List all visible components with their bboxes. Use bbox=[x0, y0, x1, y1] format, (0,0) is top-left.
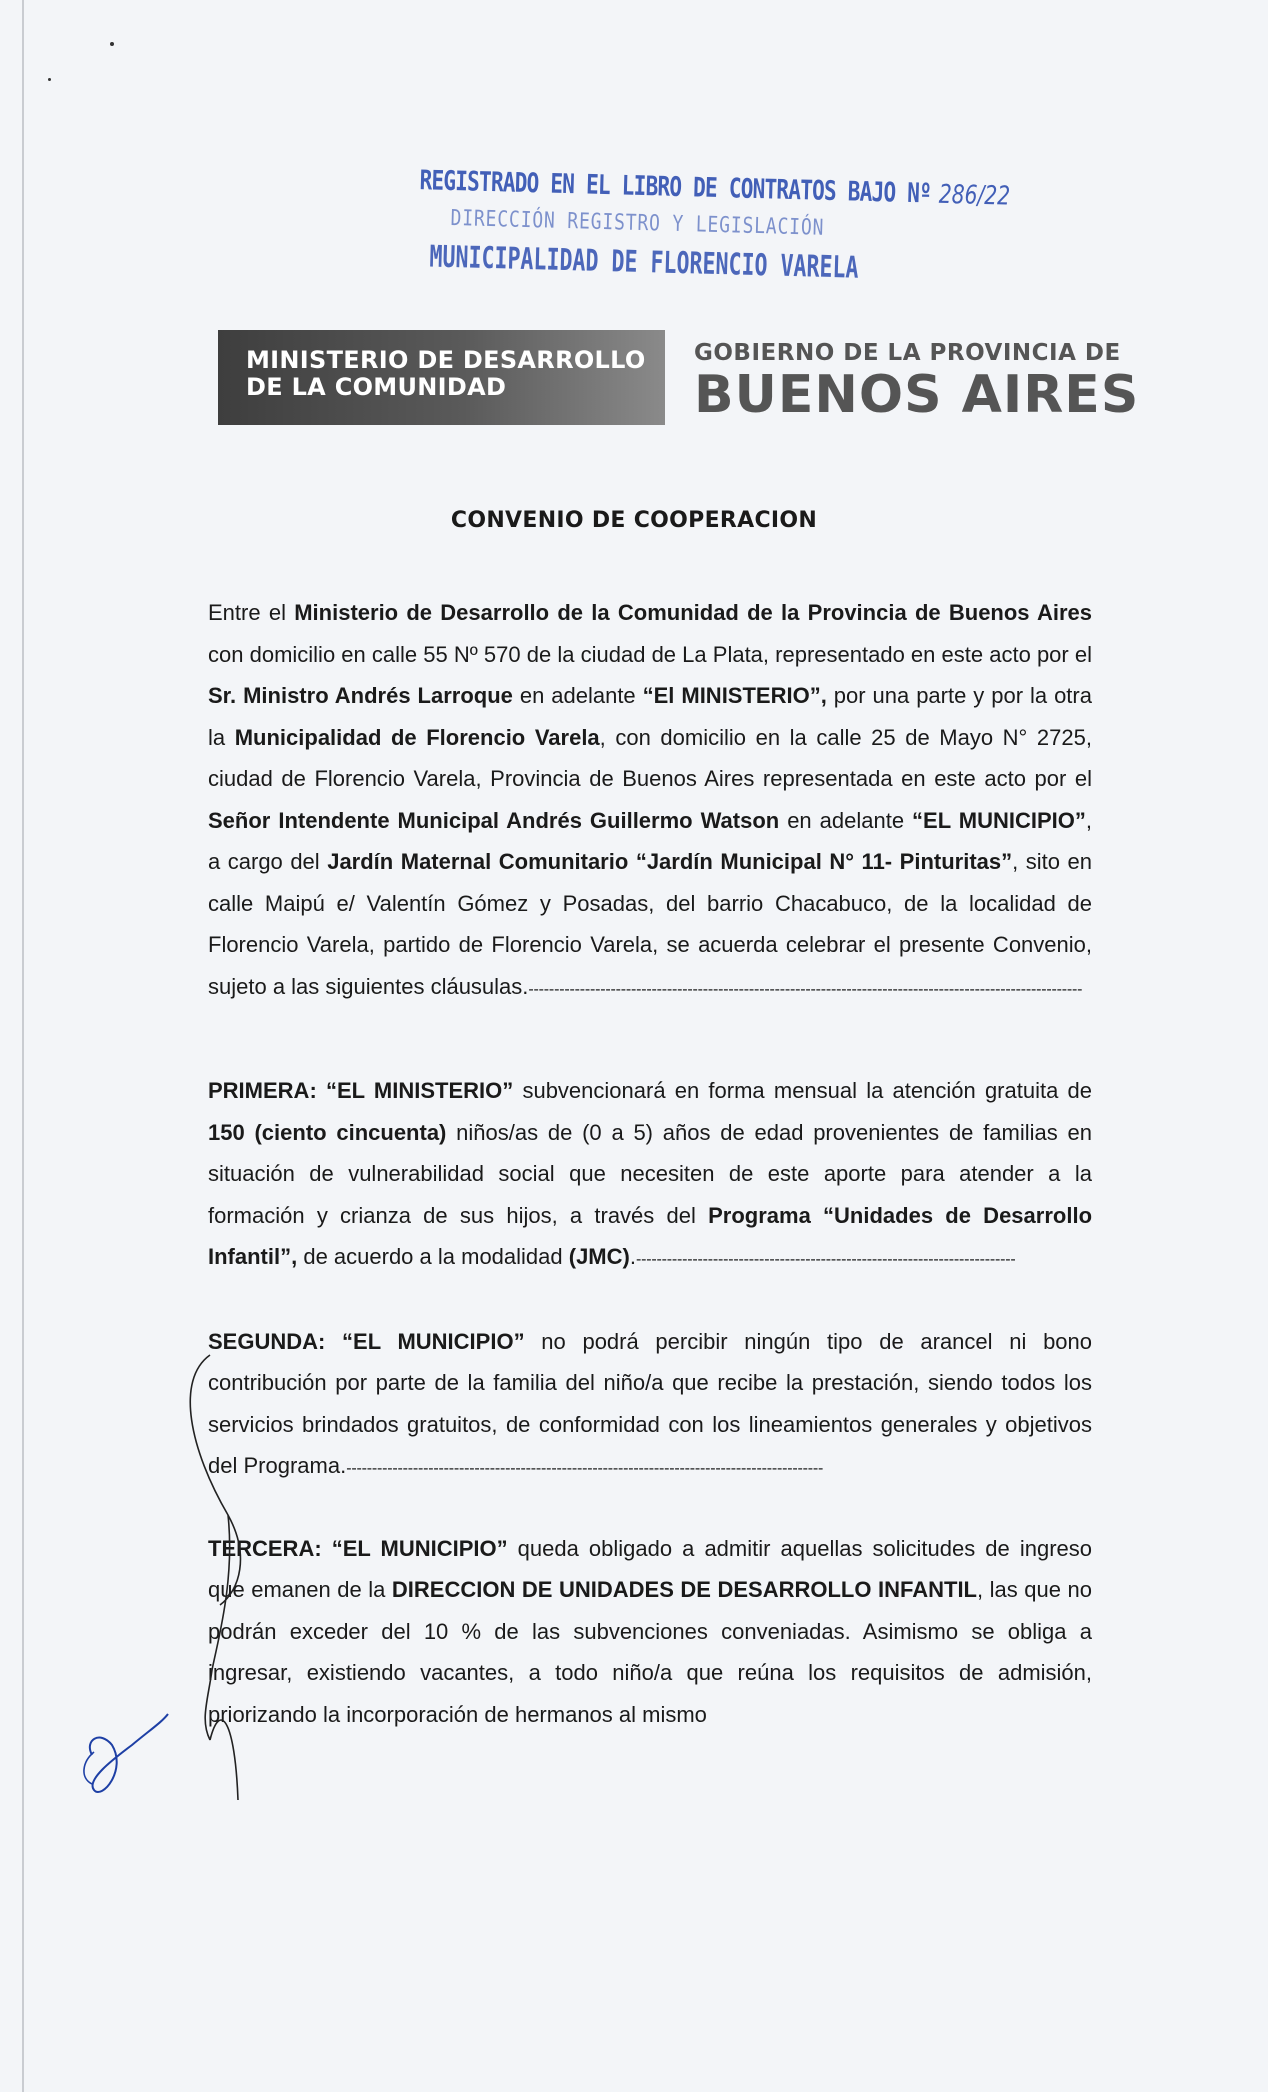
scan-speck bbox=[110, 42, 114, 46]
paragraph-gap bbox=[208, 1281, 1092, 1321]
intro-bold: “EL MUNICIPIO” bbox=[912, 807, 1086, 833]
paragraph-gap bbox=[208, 1010, 1092, 1070]
clause-text: , las que no podrán exceder del 10 % de las subvenciones conveniadas. Asimismo se obliga a ingresar, existiendo vacantes, a todo niño/a que reúna los requisitos de admisión, priorizando la incorporación de hermanos al mismo bbox=[208, 1577, 1092, 1727]
clause-heading: TERCERA: “EL MUNICIPIO” bbox=[208, 1535, 508, 1561]
ministry-logo-line1: MINISTERIO DE DESARROLLO bbox=[246, 346, 646, 374]
government-logo-line1: GOBIERNO DE LA PROVINCIA DE bbox=[694, 340, 1121, 366]
ministry-logo-line2: DE LA COMUNIDAD bbox=[246, 373, 507, 401]
page-edge bbox=[22, 0, 24, 2092]
intro-bold: Municipalidad de Florencio Varela bbox=[234, 724, 600, 750]
clause-tercera bbox=[208, 1528, 1092, 1736]
intro-text: con domicilio en calle 55 Nº 570 de la ciudad de La Plata, representado en este acto por el bbox=[208, 641, 1092, 667]
paragraph-gap bbox=[208, 1490, 1092, 1528]
intro-bold: “El MINISTERIO”, bbox=[642, 683, 827, 708]
intro-paragraph bbox=[208, 592, 1092, 1010]
clause-bold: DIRECCION DE UNIDADES DE DESARROLLO INFANTIL bbox=[391, 1577, 977, 1602]
clause-bold: (JMC) bbox=[568, 1244, 630, 1269]
clause-primera bbox=[208, 1070, 1092, 1281]
clause-heading: SEGUNDA: “EL MUNICIPIO” bbox=[208, 1328, 525, 1354]
clause-text: queda obligado a admitir aquellas solicitudes de ingreso que emanen de la bbox=[208, 1535, 1092, 1602]
intro-text: por una parte y por la otra la bbox=[208, 683, 1092, 750]
intro-text: en adelante bbox=[512, 683, 643, 708]
clause-bold: Programa “Unidades de Desarrollo Infantil”, bbox=[208, 1202, 1093, 1269]
handwritten-initial bbox=[72, 1700, 182, 1810]
intro-bold: Sr. Ministro Andrés Larroque bbox=[208, 683, 513, 708]
intro-text: , sito en calle Maipú e/ Valentín Gómez y Posadas, del barrio Chacabuco, de la localidad de Florencio Varela, partido de Florencio Varela, se acuerda celebrar el presente Convenio, sujeto a las siguientes cláusulas. bbox=[208, 849, 1092, 999]
dash-filler: ------------------------------------------------------------------------------------------------------------ bbox=[528, 980, 1083, 998]
intro-bold: Señor Intendente Municipal Andrés Guillermo Watson bbox=[208, 807, 780, 833]
intro-bold: Jardín Maternal Comunitario “Jardín Municipal N° 11- Pinturitas” bbox=[327, 849, 1013, 874]
dash-filler: --------------------------------------------------------------------------------------------- bbox=[346, 1460, 824, 1477]
intro-bold: Ministerio de Desarrollo de la Comunidad de la Provincia de Buenos Aires bbox=[294, 600, 1093, 625]
dash-filler: -------------------------------------------------------------------------- bbox=[635, 1251, 1016, 1268]
document-title: CONVENIO DE COOPERACION bbox=[450, 508, 818, 533]
clause-bold: 150 (ciento cincuenta) bbox=[208, 1119, 447, 1145]
intro-text: en adelante bbox=[779, 807, 913, 833]
stamp-line3: MUNICIPALIDAD DE FLORENCIO VARELA bbox=[429, 239, 860, 286]
government-logo-line2: BUENOS AIRES bbox=[694, 365, 1140, 425]
clause-text: de acuerdo a la modalidad bbox=[297, 1244, 569, 1269]
clause-heading: PRIMERA: “EL MINISTERIO” bbox=[208, 1078, 514, 1103]
stamp-line2: DIRECCIÓN REGISTRO Y LEGISLACIÓN bbox=[450, 205, 825, 241]
clause-text: subvencionará en forma mensual la atención gratuita de bbox=[513, 1078, 1092, 1103]
clause-text: niños/as de (0 a 5) años de edad provenientes de familias en situación de vulnerabilidad social que necesiten de este aporte para atender a la formación y crianza de sus hijos, a través del bbox=[208, 1119, 1092, 1228]
scan-speck bbox=[48, 78, 51, 81]
clause-text: . bbox=[629, 1244, 636, 1269]
intro-text: , a cargo del bbox=[208, 807, 1092, 874]
intro-text: Entre el bbox=[208, 600, 295, 625]
intro-text: , con domicilio en la calle 25 de Mayo N° 2725, ciudad de Florencio Varela, Provincia de Buenos Aires representada en este acto por el bbox=[208, 724, 1092, 791]
government-logo bbox=[694, 340, 1140, 425]
stamp-number: 286/22 bbox=[938, 179, 1011, 212]
registration-stamp bbox=[408, 161, 1011, 325]
document-body bbox=[208, 592, 1092, 1735]
ministry-logo bbox=[218, 330, 665, 425]
stamp-line1: REGISTRADO EN EL LIBRO DE CONTRATOS BAJO Nº bbox=[419, 165, 932, 210]
clause-text: no podrá percibir ningún tipo de arancel ni bono contribución por parte de la familia del niño/a que recibe la prestación, siendo todos los servicios brindados gratuitos, de conformidad con los lineamientos generales y objetivos del Programa. bbox=[208, 1328, 1093, 1478]
clause-segunda bbox=[208, 1321, 1092, 1490]
